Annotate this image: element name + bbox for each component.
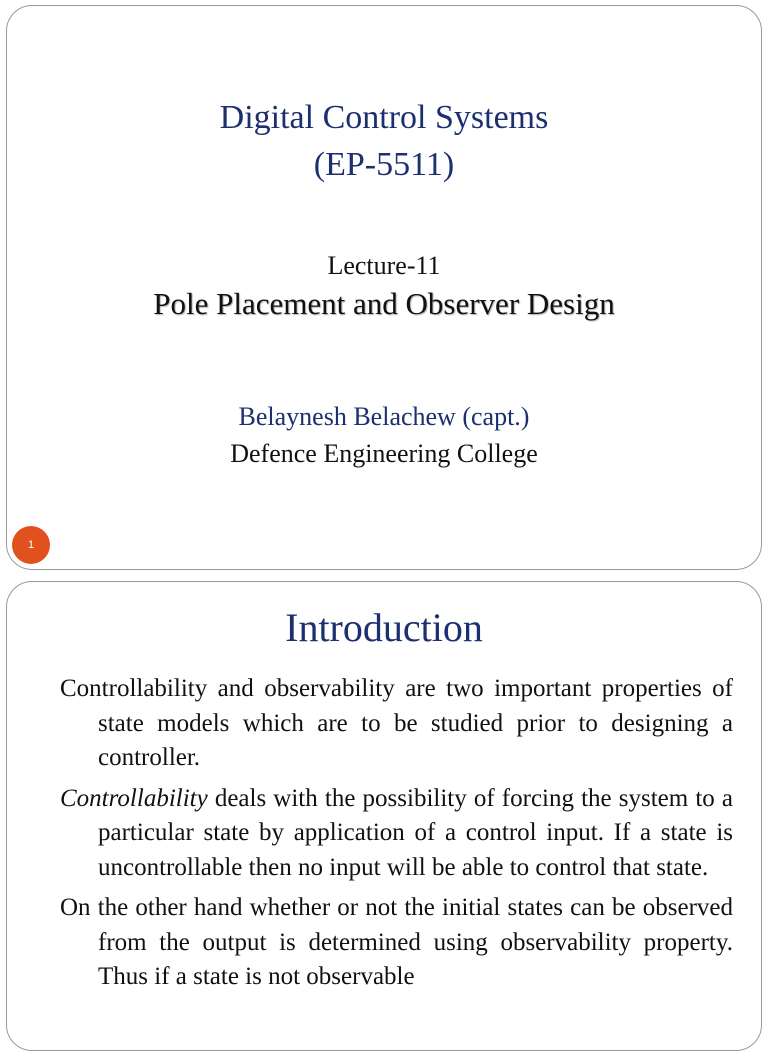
- paragraph: [60, 891, 733, 995]
- paragraph: [60, 672, 733, 776]
- paragraph-emphasis: Controllability: [60, 784, 208, 812]
- title-slide: [6, 5, 762, 570]
- paragraph: [60, 782, 733, 886]
- paragraph-text: Controllability and observability are two important properties of state models which are to be studied prior to designing a controller.: [60, 675, 733, 771]
- slide-title: Introduction: [285, 605, 483, 650]
- lecture-number: Lecture-11: [327, 251, 441, 280]
- course-title: [7, 94, 761, 188]
- lecture-title: Pole Placement and Observer Design: [153, 286, 615, 321]
- paragraph-text: deals with the possibility of forcing the system to a particular state by application of a control input. If a state is uncontrollable then no input will be able to control that state.: [98, 784, 733, 881]
- introduction-slide: [6, 581, 762, 1051]
- course-code: (EP-5511): [313, 146, 455, 183]
- author-name: Belaynesh Belachew (capt.): [238, 402, 530, 431]
- paragraph-text: On the other hand whether or not the initial states can be observed from the output is determined using observability property. Thus if a state is not observable: [60, 894, 733, 990]
- author-affiliation: Defence Engineering College: [230, 439, 538, 468]
- course-title-line1: Digital Control Systems: [219, 99, 549, 136]
- slide-body: [60, 672, 733, 1001]
- slide-number-badge: 1: [12, 526, 50, 564]
